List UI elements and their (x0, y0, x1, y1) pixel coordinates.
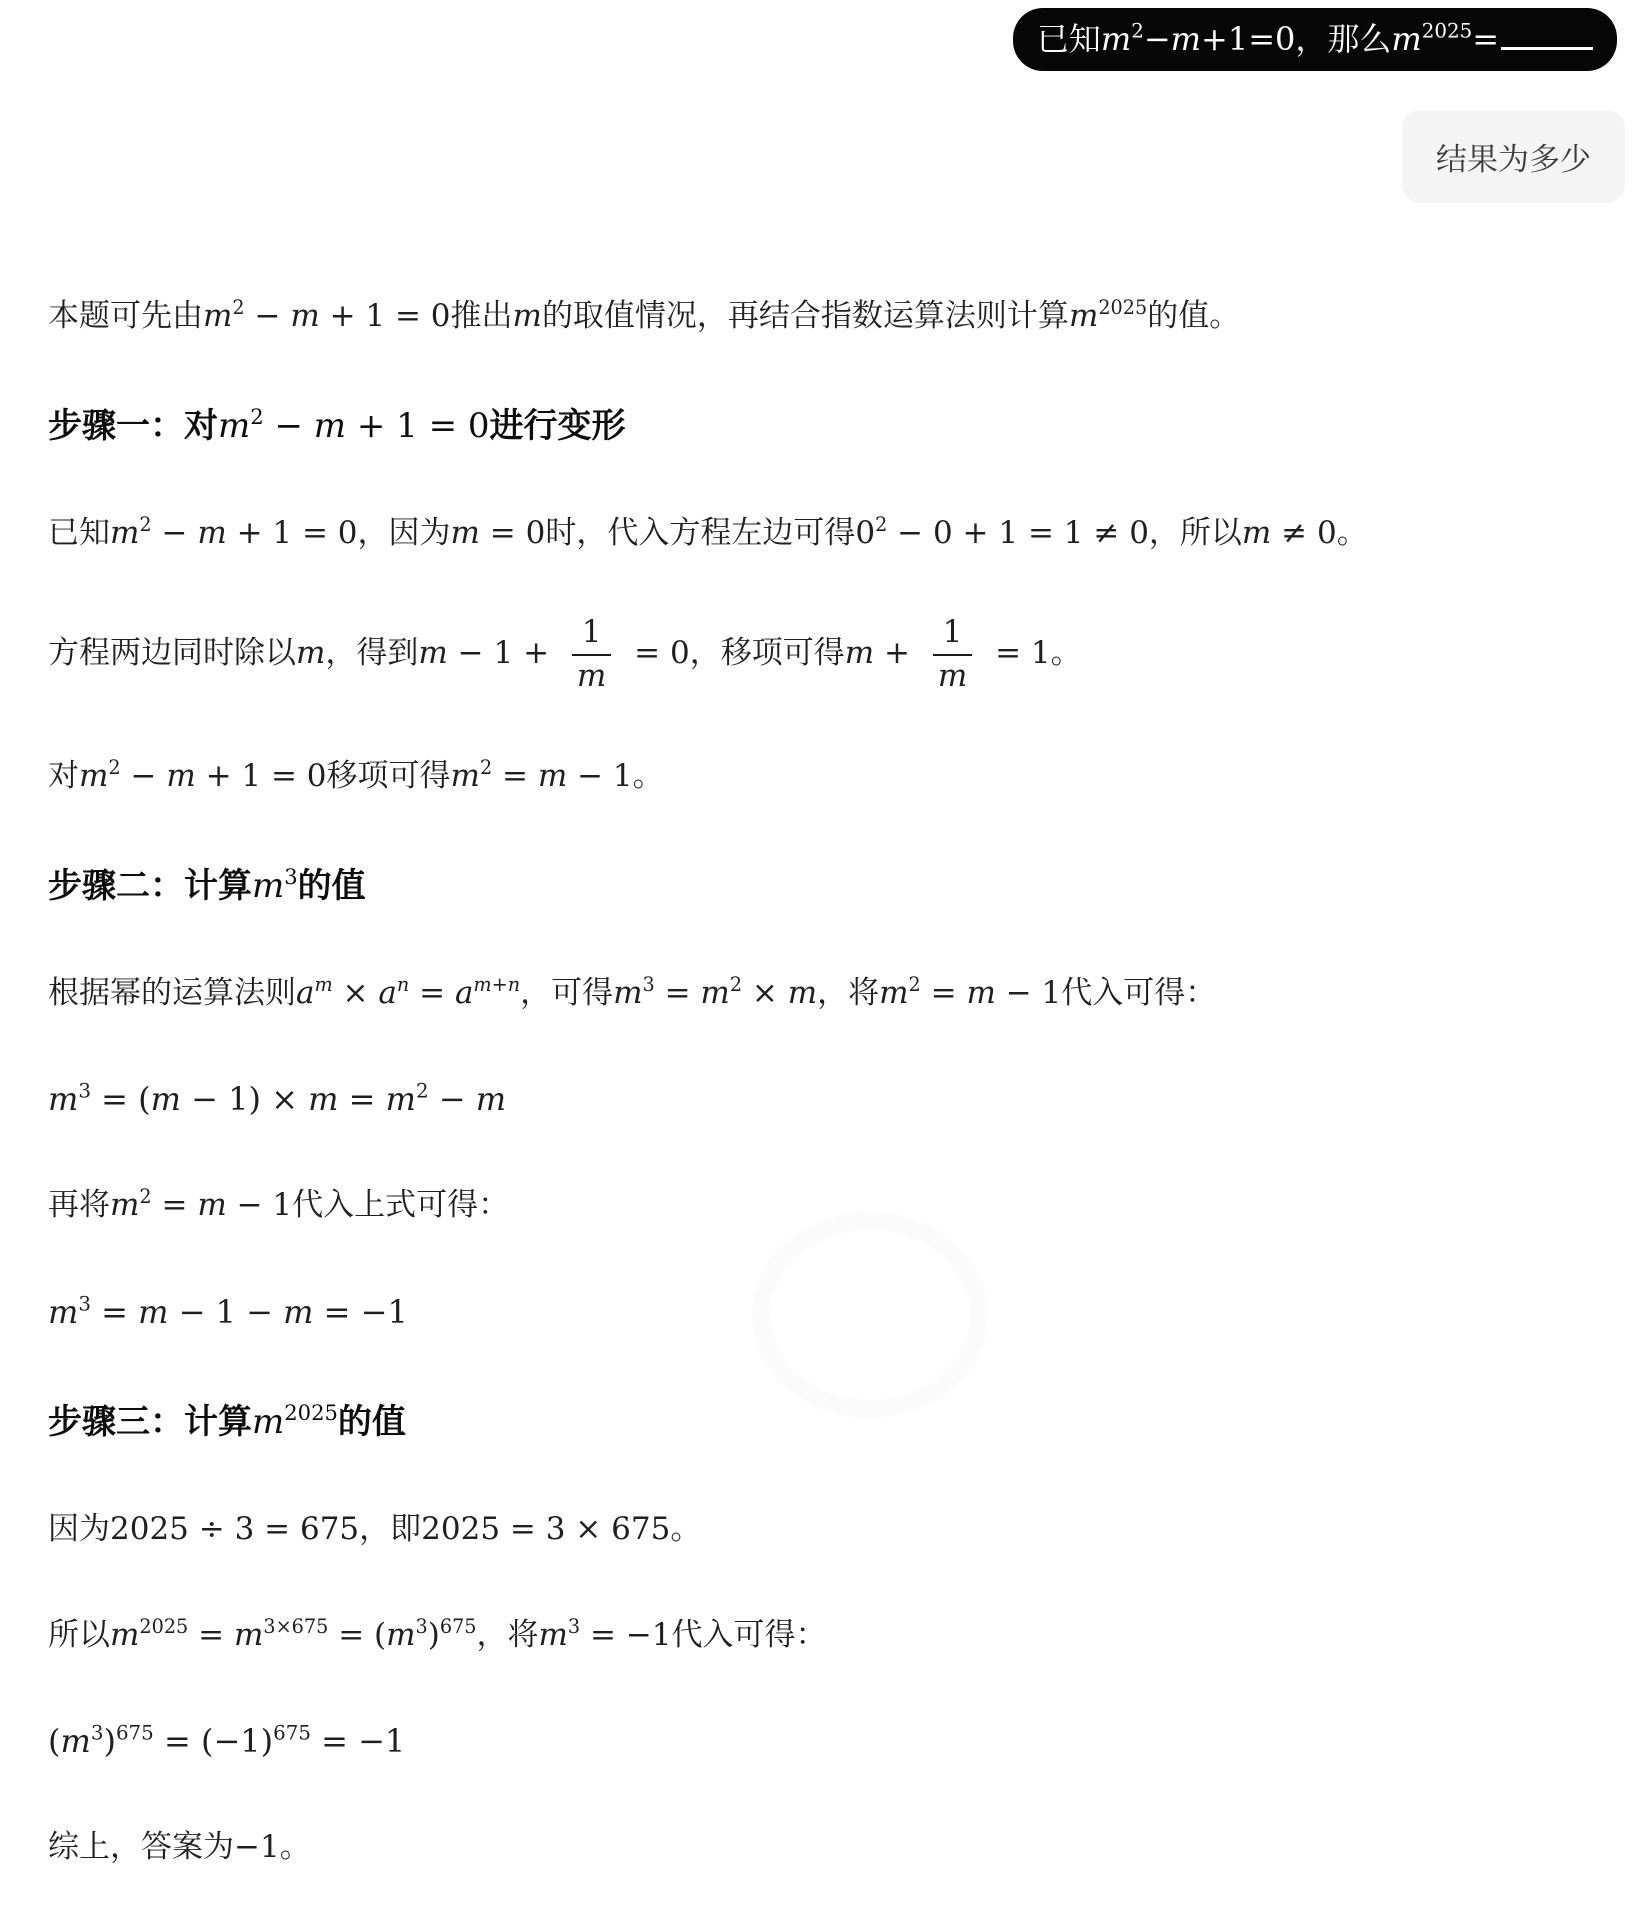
solution-paragraph: 已知$m^2 - m + 1 = 0$，因为m = 0时，代入方程左边可得$0^2 - 0 + 1 = 1 \ne 0$，所以m ≠ 0。 (48, 513, 1368, 552)
solution-paragraph: 方程两边同时除以m，得到m − 1 + $\frac{1}{m}$ = 0，移项可得m + $\frac{1}{m}$ = 1。 (48, 614, 1082, 694)
step-heading: 步骤一：对$m^2 - m + 1 = 0$进行变形 (48, 403, 626, 447)
solution-paragraph: 综上，答案为−1。 (48, 1828, 311, 1865)
solution-paragraph: 本题可先由$m^2 - m + 1 = 0$推出m的取值情况，再结合指数运算法则计算$m^{2025}$的值。 (48, 296, 1241, 334)
math-line: $m^3 = m - 1 - m = -1$ (48, 1292, 408, 1331)
solution-paragraph: 再将$m^2 = m - 1$代入上式可得： (48, 1185, 510, 1224)
solution-paragraph: 根据幂的运算法则$a^m \times a^n = a^{m+n}$，可得$m^3 = m^2 \times m$，将$m^2 = m - 1$代入可得： (48, 973, 1217, 1012)
math-line: $m^3 = (m - 1) \times m = m^2 - m$ (48, 1080, 507, 1119)
user-followup-bubble[interactable] (1402, 110, 1625, 203)
step-heading: 步骤三：计算$m^{2025}$的值 (48, 1399, 406, 1442)
solution-paragraph: 所以$m^{2025} = m^{3\times 675} = (m^3)^{675}$，将$m^3 = -1$代入可得： (48, 1614, 827, 1653)
fraction: $\frac{1}{m}$ (928, 615, 977, 694)
user-followup-label: 结果为多少 (1436, 142, 1591, 177)
math-line: $(m^3)^{675} = (-1)^{675} = -1$ (48, 1721, 406, 1760)
solution-paragraph: 对$m^2 - m + 1 = 0$移项可得$m^2 = m - 1$。 (48, 756, 664, 795)
solution-answer (48, 292, 1601, 1929)
user-question-bubble[interactable] (1013, 8, 1617, 71)
user-question-math: 已知$m^2-m+1=0$，那么$m^{2025}=$ (1037, 21, 1593, 57)
fraction: $\frac{1}{m}$ (567, 615, 616, 694)
answer-blank (1501, 18, 1593, 50)
step-heading: 步骤二：计算$m^3$的值 (48, 864, 366, 907)
solution-paragraph: 因为2025 ÷ 3 = 675，即2025 = 3 × 675。 (48, 1510, 702, 1547)
